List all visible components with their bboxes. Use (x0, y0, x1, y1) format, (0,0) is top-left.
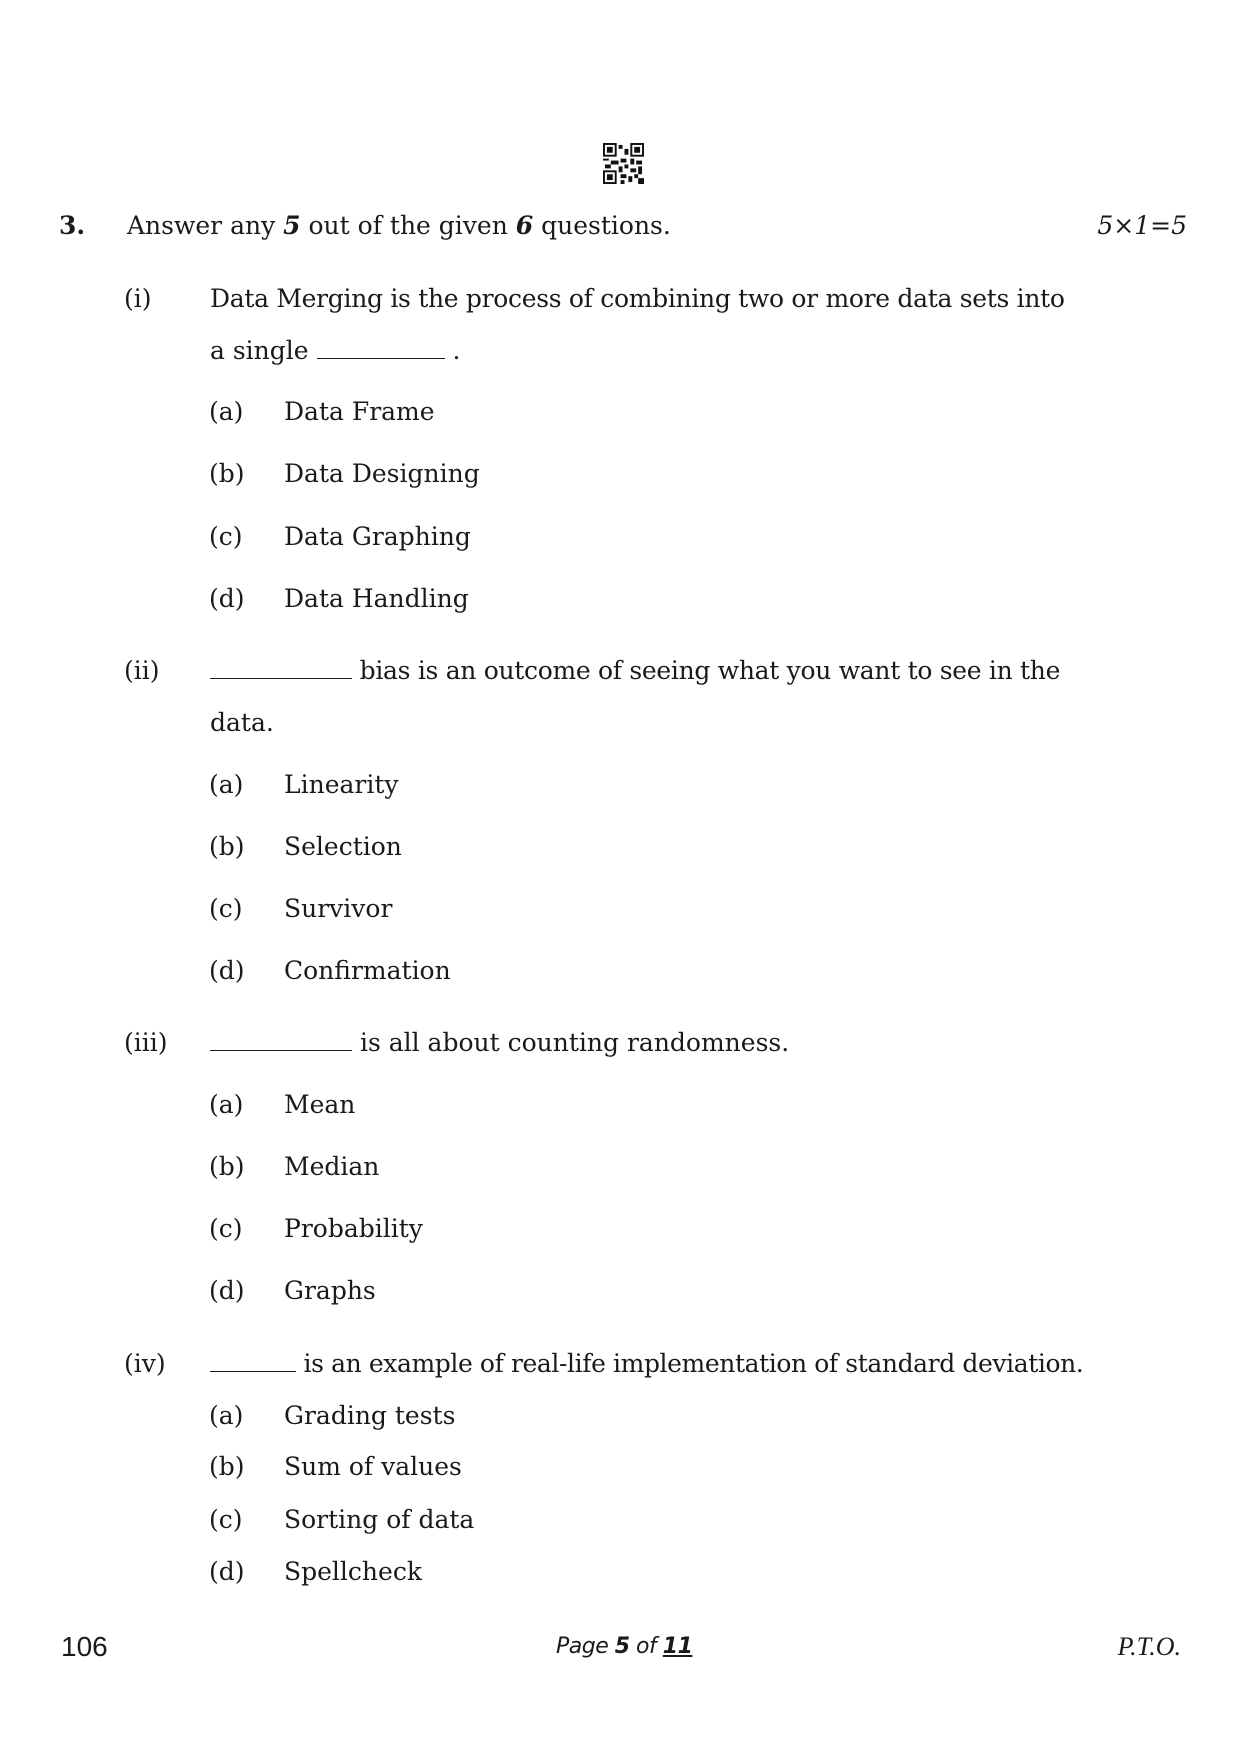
option-label: (d) (209, 1557, 245, 1586)
option-label: (b) (209, 832, 245, 861)
answer-blank (210, 1349, 296, 1372)
subquestion-text: Data Merging is the process of combining two or more data sets into (210, 284, 1065, 313)
option-text: Graphs (284, 1276, 376, 1305)
option-text: Mean (284, 1090, 356, 1119)
subquestion-text: data. (210, 708, 274, 737)
option-text: Sum of values (284, 1452, 462, 1481)
subquestion-text: is an example of real-life implementation of standard deviation. (210, 1349, 1083, 1379)
option-label: (c) (209, 1505, 243, 1534)
subquestion-label: (ii) (124, 656, 160, 685)
option-label: (d) (209, 1276, 245, 1305)
qr-code (603, 143, 644, 184)
option-label: (a) (209, 770, 244, 799)
option-text: Data Frame (284, 397, 435, 426)
option-label: (c) (209, 522, 243, 551)
subquestion-text: bias is an outcome of seeing what you want to see in the (210, 656, 1060, 686)
answer-blank (317, 336, 445, 359)
subquestion-label: (iv) (124, 1349, 166, 1378)
question-number: 3. (59, 211, 86, 240)
option-text: Data Designing (284, 459, 480, 488)
pto-label: P.T.O. (1117, 1632, 1181, 1661)
subquestion-text: a single . (210, 336, 461, 365)
answer-blank (210, 656, 352, 679)
option-label: (c) (209, 894, 243, 923)
option-label: (d) (209, 956, 245, 985)
option-label: (a) (209, 1401, 244, 1430)
question-instruction: Answer any 5 out of the given 6 questions. (127, 211, 671, 240)
option-label: (a) (209, 1090, 244, 1119)
page-number: Page 5 of 11 (556, 1634, 693, 1659)
option-text: Sorting of data (284, 1505, 475, 1534)
option-text: Median (284, 1152, 380, 1181)
option-text: Linearity (284, 770, 399, 799)
option-text: Grading tests (284, 1401, 456, 1430)
question-marks: 5×1=5 (1097, 211, 1187, 240)
option-label: (b) (209, 1452, 245, 1481)
option-text: Data Handling (284, 584, 469, 613)
option-text: Survivor (284, 894, 393, 923)
option-label: (b) (209, 1152, 245, 1181)
option-label: (c) (209, 1214, 243, 1243)
option-label: (d) (209, 584, 245, 613)
subquestion-label: (iii) (124, 1028, 168, 1057)
subquestion-label: (i) (124, 284, 152, 313)
option-text: Confirmation (284, 956, 451, 985)
option-text: Spellcheck (284, 1557, 422, 1586)
option-text: Selection (284, 832, 402, 861)
subquestion-text: is all about counting randomness. (210, 1028, 789, 1058)
option-label: (a) (209, 397, 244, 426)
option-text: Data Graphing (284, 522, 471, 551)
answer-blank (210, 1028, 352, 1051)
paper-code: 106 (61, 1631, 108, 1662)
option-text: Probability (284, 1214, 423, 1243)
option-label: (b) (209, 459, 245, 488)
